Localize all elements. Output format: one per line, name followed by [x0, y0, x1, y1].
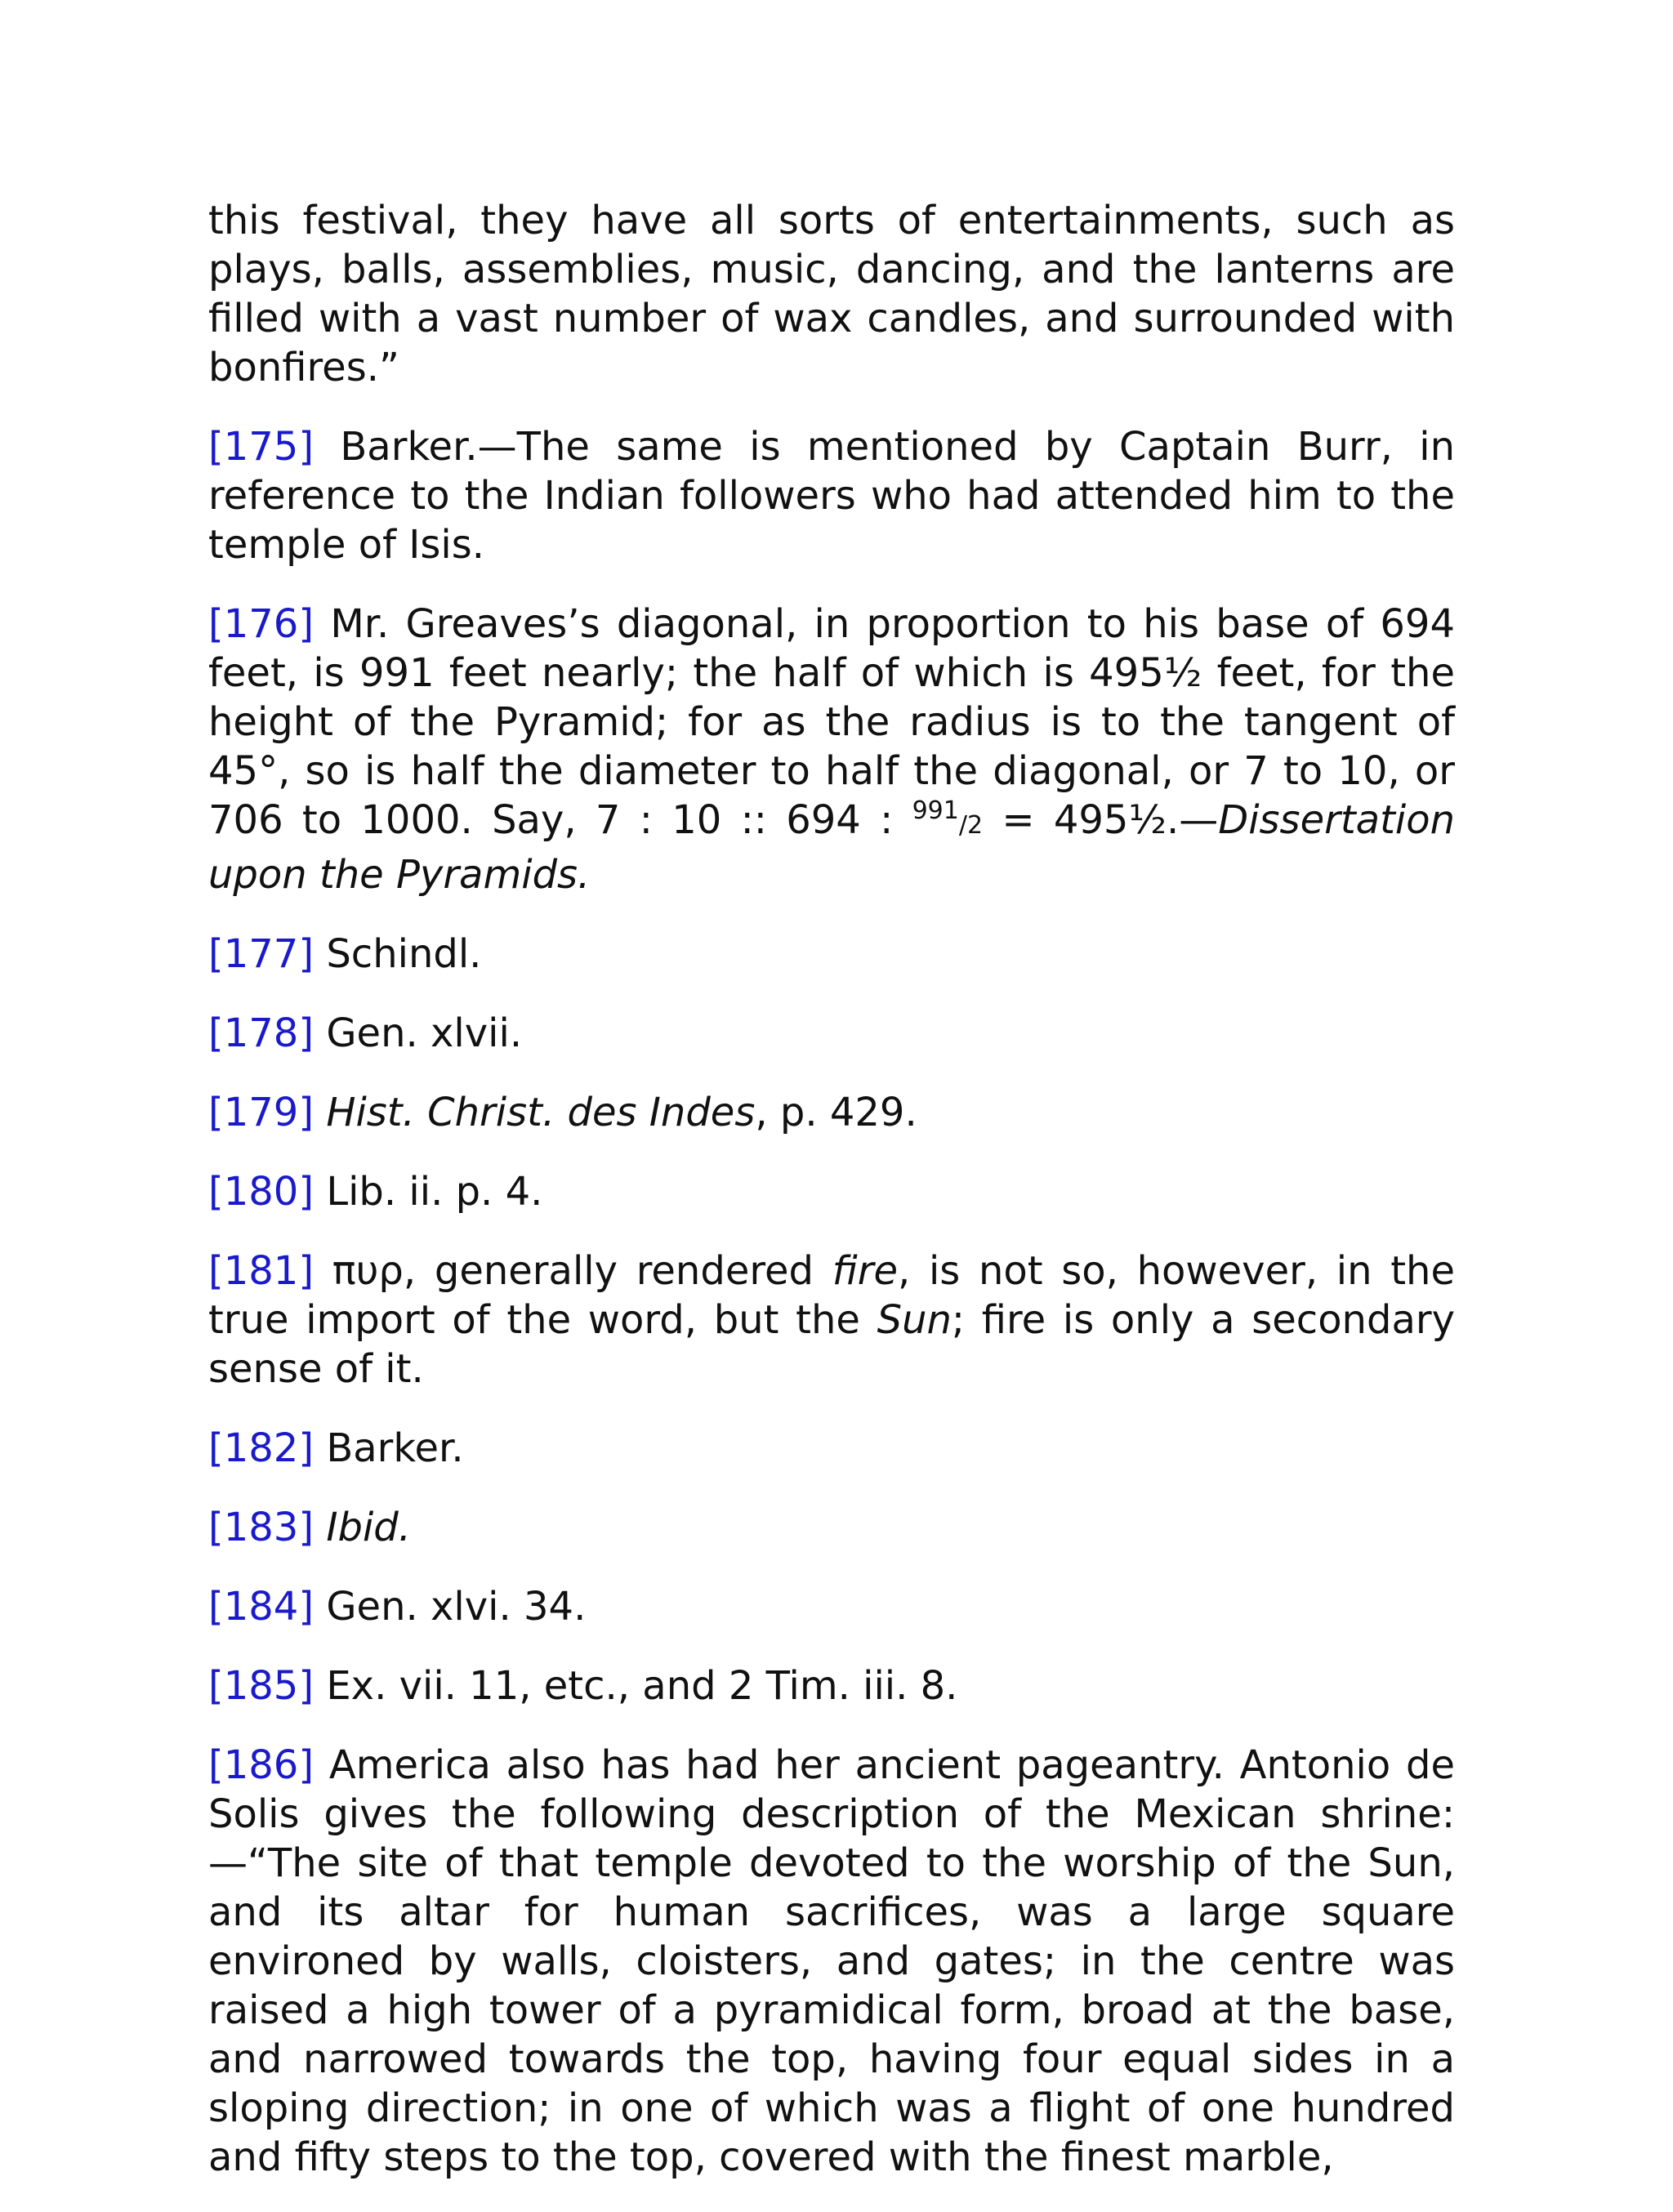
footnote-177	[208, 930, 1455, 979]
fraction-numerator: 991	[912, 796, 959, 825]
footnote-181-em-sun: Sun	[877, 1297, 952, 1343]
footnote-177-text: Schindl.	[314, 931, 482, 977]
footnote-185	[208, 1661, 1455, 1710]
footnote-183-link[interactable]: [183]	[208, 1505, 315, 1550]
footnote-176-after-fraction: = 495½.—	[983, 797, 1219, 843]
footnote-179-link[interactable]: [179]	[208, 1090, 315, 1135]
footnote-177-link[interactable]: [177]	[208, 931, 315, 977]
footnote-182-text: Barker.	[314, 1425, 464, 1471]
footnote-181-em-fire: fire	[832, 1248, 898, 1294]
footnote-180-link[interactable]: [180]	[208, 1169, 315, 1215]
footnote-179-title: Hist. Christ. des Indes	[326, 1090, 756, 1135]
footnote-181	[208, 1246, 1455, 1394]
intro-paragraph	[208, 196, 1455, 392]
footnote-176-text: Mr. Greaves’s diagonal, in proportion to his base of 694 feet, is 991 feet nearly; the half of which is 495½ feet, for the height of the Pyramid; for as the radius is to the tangent of 45°, so is half the diameter to half the diagonal, or 7 to 10, or 706 to 1000. Say, 7 : 10 :: 694 :	[208, 601, 1455, 843]
footnote-181-link[interactable]: [181]	[208, 1248, 315, 1294]
footnote-175-link[interactable]: [175]	[208, 424, 315, 470]
fraction-denominator: /2	[958, 811, 984, 840]
footnote-184	[208, 1582, 1455, 1631]
footnote-183-text: Ibid.	[326, 1505, 412, 1550]
footnote-184-text: Gen. xlvi. 34.	[314, 1584, 587, 1630]
footnote-181-text-a: πυρ, generally rendered	[314, 1248, 832, 1294]
footnote-178	[208, 1009, 1455, 1058]
footnote-181-text-b: , is not so, however, in the true import of the word, but the	[208, 1248, 1455, 1343]
footnote-179-text: , p. 429.	[755, 1090, 917, 1135]
footnote-186-text: America also has had her ancient pageantry. Antonio de Solis gives the following description of the Mexican shrine:—“The site of that temple devoted to the worship of the Sun, and its altar for human sacrifices, was a large square environed by walls, cloisters, and gates; in the centre was raised a high tower of a pyramidical form, broad at the base, and narrowed towards the top, having four equal sides in a sloping direction; in one of which was a flight of one hundred and fifty steps to the top, covered with the finest marble,	[208, 1742, 1455, 2180]
footnote-176-link[interactable]: [176]	[208, 601, 315, 647]
footnote-179	[208, 1088, 1455, 1137]
footnote-180-text: Lib. ii. p. 4.	[314, 1169, 543, 1215]
footnote-182	[208, 1424, 1455, 1473]
footnote-178-text: Gen. xlvii.	[314, 1010, 523, 1056]
footnote-185-text: Ex. vii. 11, etc., and 2 Tim. iii. 8.	[314, 1663, 958, 1709]
footnote-175-text: Barker.—The same is mentioned by Captain Burr, in reference to the Indian followers who had attended him to the temple of Isis.	[208, 424, 1455, 568]
footnote-185-link[interactable]: [185]	[208, 1663, 315, 1709]
intro-text: this festival, they have all sorts of entertainments, such as plays, balls, assemblies, music, dancing, and the lanterns are filled with a vast number of wax candles, and surrounded with bonfires.”	[208, 198, 1455, 390]
footnote-178-link[interactable]: [178]	[208, 1010, 315, 1056]
footnote-183	[208, 1503, 1455, 1552]
footnote-182-link[interactable]: [182]	[208, 1425, 315, 1471]
footnote-186-link[interactable]: [186]	[208, 1742, 315, 1788]
footnote-186	[208, 1741, 1455, 2182]
footnote-180	[208, 1167, 1455, 1216]
footnote-176-source: Dissertation upon the Pyramids.	[208, 797, 1456, 898]
footnote-176	[208, 600, 1455, 899]
page-body	[208, 196, 1455, 2212]
footnote-181-text-c: ; fire is only a secondary sense of it.	[208, 1297, 1456, 1392]
footnote-184-link[interactable]: [184]	[208, 1584, 315, 1630]
footnote-175	[208, 422, 1455, 569]
